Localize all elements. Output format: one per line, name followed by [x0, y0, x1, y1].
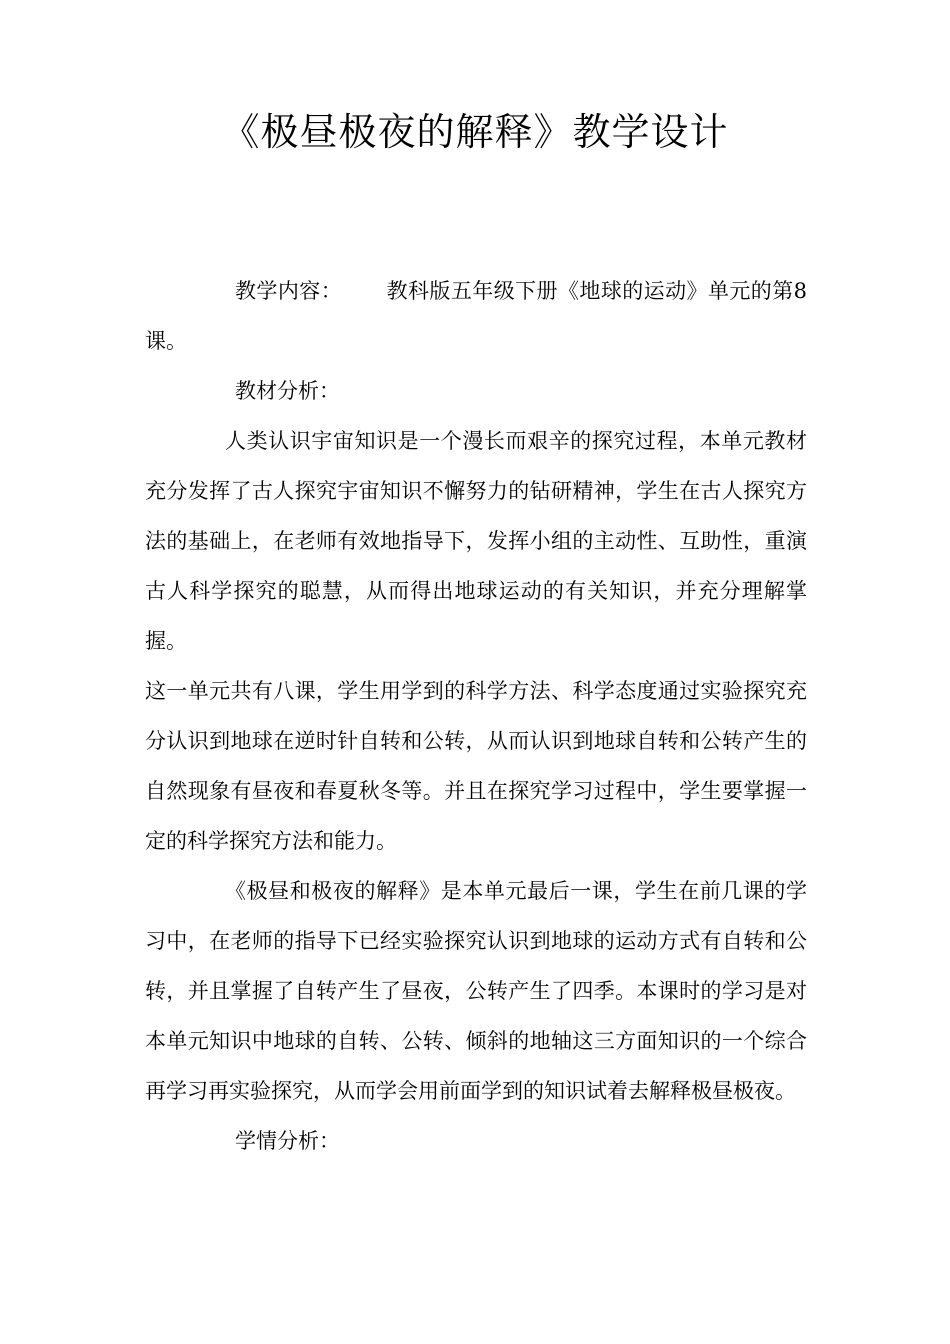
paragraph-1: 人类认识宇宙知识是一个漫长而艰辛的探究过程，本单元教材充分发挥了古人探究宇宙知识不懈努力的钻研精神，学生在古人探究方法的基础上，在老师有效地指导下，发挥小组的主动性、互助性，重演古人科学探究的聪慧，从而得出地球运动的有关知识，并充分理解掌握。 [145, 429, 807, 653]
teaching-content-value: 教科版五年级下册《地球的运动》单元的第8课。 [145, 279, 808, 353]
document-body [145, 266, 807, 1166]
student-analysis-heading: 学情分析： [235, 1129, 340, 1153]
paragraph-3: 《极昼和极夜的解释》是本单元最后一课，学生在前几课的学习中，在老师的指导下已经实验探究认识到地球的运动方式有自转和公转，并且掌握了自转产生了昼夜，公转产生了四季。本课时的学习是对本单元知识中地球的自转、公转、倾斜的地轴这三方面知识的一个综合再学习再实验探究，从而学会用前面学到的知识试着去解释极昼极夜。 [145, 879, 807, 1103]
textbook-analysis-heading: 教材分析： [235, 379, 340, 403]
teaching-content-line [145, 266, 807, 366]
document-title: 《极昼极夜的解释》教学设计 [221, 110, 729, 154]
paragraph-2: 这一单元共有八课，学生用学到的科学方法、科学态度通过实验探究充分认识到地球在逆时针自转和公转，从而认识到地球自转和公转产生的自然现象有昼夜和春夏秋冬等。并且在探究学习过程中，学生要掌握一定的科学探究方法和能力。 [145, 679, 807, 853]
teaching-content-label: 教学内容： [235, 279, 343, 303]
